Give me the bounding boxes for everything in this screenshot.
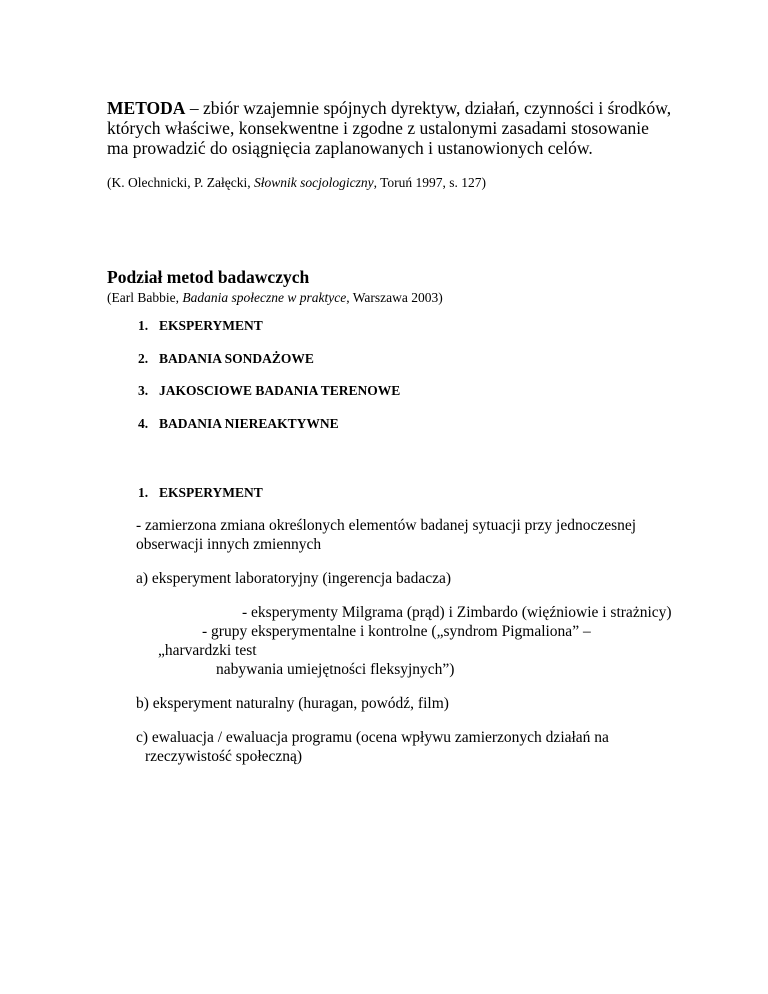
definition-line-1-text: – zbiór wzajemnie spójnych dyrektyw, działań, czynności i środków, [185,98,672,118]
section-citation [107,290,443,306]
list-number: 3. [138,383,149,398]
method-list-item [138,351,314,367]
method-list-item [138,383,400,399]
sub-item-control-groups: - grupy eksperymentalne i kontrolne („syndrom Pigmaliona” – [202,623,591,640]
definition-line-1 [107,98,671,118]
method-list-item [138,318,263,334]
citation-details: , Toruń 1997, s. 127) [373,175,487,190]
section-citation-title: Badania społeczne w praktyce [182,290,347,305]
definition-line-2: których właściwe, konsekwentne i zgodne z ustalonymi zasadami stosowanie [107,118,649,138]
detail-description-line-2: obserwacji innych zmiennych [136,536,322,553]
definition-line-3: ma prowadzić do osiągnięcia zaplanowanych i ustanowionych celów. [107,138,593,158]
list-label: EKSPERYMENT [159,318,263,333]
section-heading: Podział metod badawczych [107,267,310,287]
sub-item-harvard-test-cont: nabywania umiejętności fleksyjnych”) [216,661,455,678]
sub-item-milgram-zimbardo: - eksperymenty Milgrama (prąd) i Zimbardo (więźniowie i strażnicy) [242,604,672,621]
sub-item-harvard-test: „harvardzki test [158,642,257,659]
definition-term: METODA [107,98,186,118]
definition-citation [107,175,486,191]
item-c-evaluation-line-2: rzeczywistość społeczną) [145,748,303,765]
item-b-natural: b) eksperyment naturalny (huragan, powódź, film) [136,695,449,712]
item-a-laboratory: a) eksperyment laboratoryjny (ingerencja badacza) [136,570,452,587]
section-citation-details: , Warszawa 2003) [346,290,443,305]
list-label: BADANIA SONDAŻOWE [159,351,314,366]
method-list-item [138,416,339,432]
method-definition [107,98,671,158]
item-c-evaluation-line-1: c) ewaluacja / ewaluacja programu (ocena wpływu zamierzonych działań na [136,729,609,746]
list-number: 4. [138,416,149,431]
detail-description-line-1: - zamierzona zmiana określonych elementów badanej sytuacji przy jednoczesnej [136,517,637,534]
detail-heading [138,485,263,501]
list-label: BADANIA NIEREAKTYWNE [159,416,339,431]
list-number: 2. [138,351,149,366]
citation-title: Słownik socjologiczny [253,175,374,190]
section-citation-author: (Earl Babbie, [107,290,183,305]
list-number: 1. [138,318,149,333]
detail-heading-number: 1. [138,485,149,500]
citation-authors: (K. Olechnicki, P. Załęcki, [107,175,254,190]
detail-heading-label: EKSPERYMENT [159,485,263,500]
list-label: JAKOSCIOWE BADANIA TERENOWE [159,383,401,398]
